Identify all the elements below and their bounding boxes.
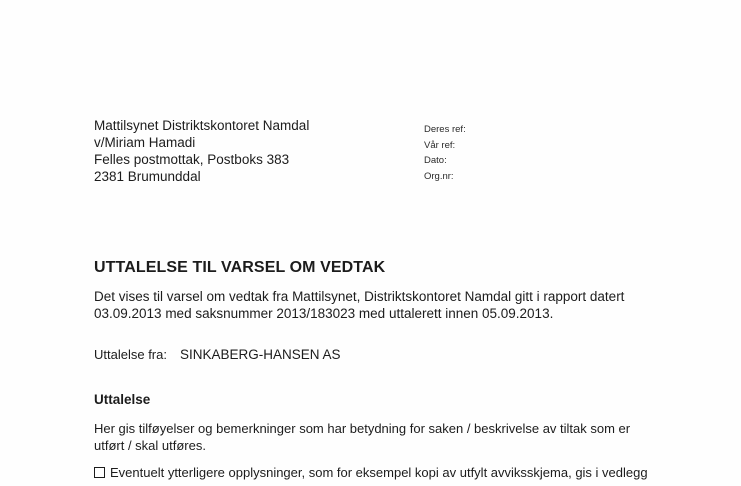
ref-label-deres: Deres ref: <box>424 124 466 135</box>
intro-line-1: Det vises til varsel om vedtak fra Mattilsynet, Distriktskontoret Namdal gitt i rapport datert <box>94 289 625 304</box>
section-line-1: Her gis tilføyelser og bemerkninger som har betydning for saken / beskrivelse av tiltak som er <box>94 421 631 436</box>
statement-from-label: Uttalelse fra: <box>94 347 167 362</box>
reference-block <box>424 122 466 184</box>
section-line-2: utført / skal utføres. <box>94 438 206 453</box>
ref-label-var: Vår ref: <box>424 139 456 151</box>
statement-from-value: SINKABERG-HANSEN AS <box>180 347 341 362</box>
intro-paragraph <box>94 288 624 322</box>
document-title: UTTALELSE TIL VARSEL OM VEDTAK <box>94 259 386 276</box>
recipient-line-city: 2381 Brumunddal <box>94 169 201 184</box>
recipient-line-postbox: Felles postmottak, Postboks 383 <box>94 152 290 167</box>
attachment-checkbox-label: Eventuelt ytterligere opplysninger, som for eksempel kopi av utfylt avviksskjema, gis i vedlegg <box>110 465 648 480</box>
ref-label-dato: Dato: <box>424 155 447 166</box>
ref-label-orgnr: Org.nr: <box>424 170 454 182</box>
recipient-line-attention: v/Miriam Hamadi <box>94 135 196 150</box>
section-paragraph <box>94 420 630 454</box>
section-heading: Uttalelse <box>94 392 151 407</box>
statement-from-row <box>94 347 341 362</box>
recipient-address <box>94 117 309 185</box>
attachment-checkbox-row <box>94 465 648 480</box>
intro-line-2: 03.09.2013 med saksnummer 2013/183023 med uttalerett innen 05.09.2013. <box>94 306 554 321</box>
recipient-line-org: Mattilsynet Distriktskontoret Namdal <box>94 118 310 133</box>
attachment-checkbox[interactable] <box>94 467 105 478</box>
